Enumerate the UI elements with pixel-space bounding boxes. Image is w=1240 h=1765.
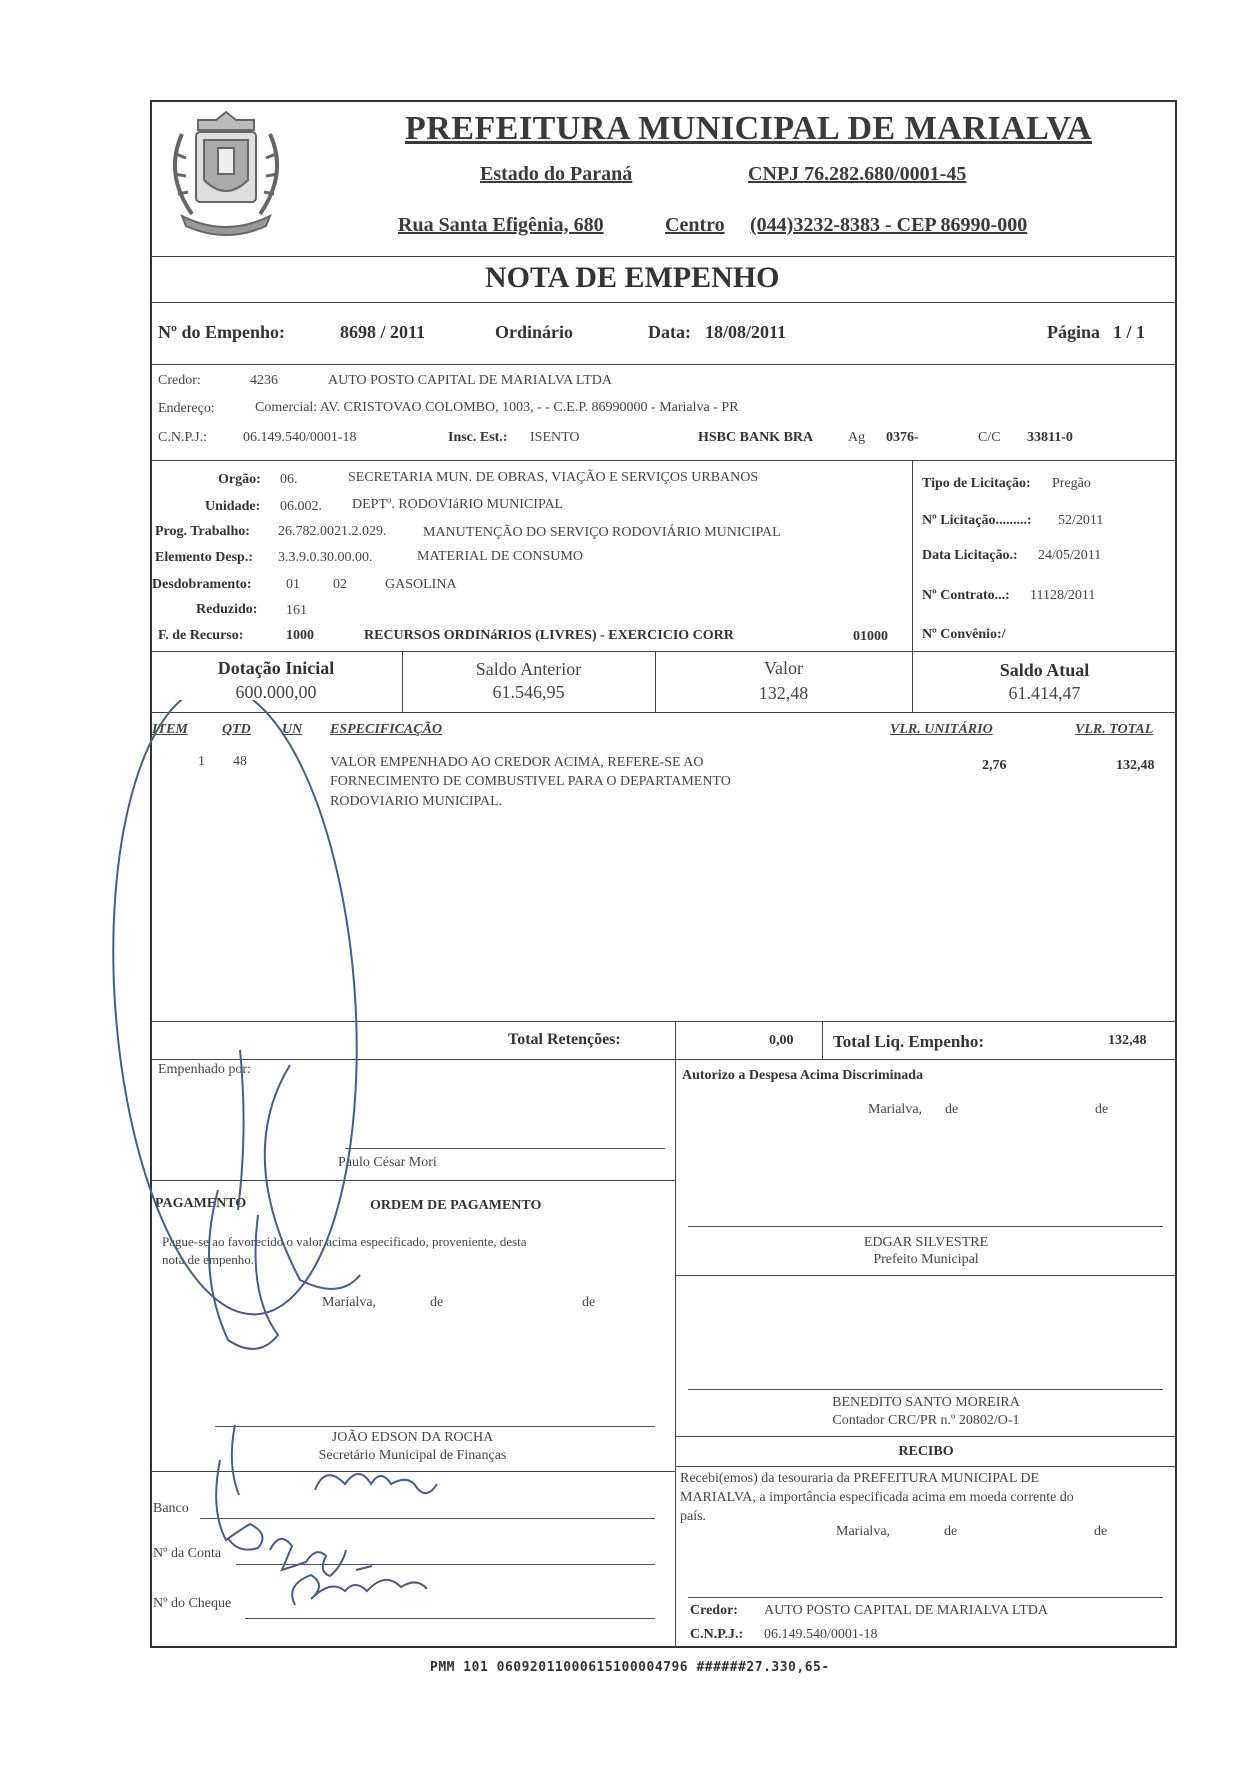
desdobramento-name: GASOLINA	[385, 577, 457, 592]
agency-label: Ag	[848, 430, 866, 445]
autorizo-label: Autorizo a Despesa Acima Discriminada	[682, 1068, 924, 1083]
recibo-cnpj: 06.149.540/0001-18	[764, 1627, 878, 1642]
header-phone-cep: (044)3232-8383 - CEP 86990-000	[750, 214, 1028, 236]
fonte-label: F. de Recurso:	[158, 628, 244, 643]
unidade-name: DEPTº. RODOVIáRIO MUNICIPAL	[352, 497, 564, 512]
autorizo-de1: de	[945, 1102, 959, 1117]
empenho-number: 8698 / 2011	[340, 322, 426, 342]
dotacao-value: 600.000,00	[235, 682, 317, 702]
reduzido-label: Reduzido:	[196, 602, 258, 617]
footer-code: PMM 101 06092011000615100004796 ######27.330,65-	[430, 1660, 830, 1675]
recibo-de2: de	[1094, 1524, 1108, 1539]
item-total-value: 132,48	[1116, 758, 1155, 773]
item-spec-line3: RODOVIARIO MUNICIPAL.	[330, 794, 503, 809]
elemento-label: Elemento Desp.:	[155, 550, 253, 565]
header-cnpj: CNPJ 76.282.680/0001-45	[748, 163, 967, 185]
orgao-name: SECRETARIA MUN. DE OBRAS, VIAÇÃO E SERVIÇOS URBANOS	[348, 470, 759, 485]
pagamento-place: Marialva,	[322, 1295, 377, 1310]
valor-value: 132,48	[758, 683, 809, 703]
desdobramento-code1: 01	[286, 577, 300, 592]
page-label: Página	[1047, 322, 1101, 342]
fonte-name: RECURSOS ORDINáRIOS (LIVRES) - EXERCICIO CORR	[364, 628, 734, 643]
saldo-atual-label: Saldo Atual	[999, 660, 1090, 680]
item-qtd: 48	[233, 754, 247, 769]
header-title: PREFEITURA MUNICIPAL DE MARIALVA	[405, 110, 1092, 147]
item-number: 1	[198, 754, 205, 769]
empenhado-signer: Paulo César Mori	[338, 1155, 437, 1170]
contador-role: Contador CRC/PR n.º 20802/O-1	[832, 1413, 1020, 1428]
secretario-name: JOÃO EDSON DA ROCHA	[331, 1430, 494, 1445]
pagamento-de2: de	[582, 1295, 596, 1310]
prefeito-role: Prefeito Municipal	[873, 1252, 979, 1267]
empenho-type: Ordinário	[495, 322, 574, 342]
licitacao-date-label: Data Licitação.:	[922, 548, 1018, 563]
saldo-anterior-label: Saldo Anterior	[475, 659, 582, 679]
insc-value: ISENTO	[530, 430, 580, 445]
header-address: Rua Santa Efigênia, 680	[398, 214, 604, 236]
orgao-code: 06.	[280, 472, 298, 487]
pagamento-label: PAGAMENTO	[155, 1196, 247, 1211]
conta-label: Nº da Conta	[153, 1546, 222, 1561]
recibo-cnpj-label: C.N.P.J.:	[690, 1627, 744, 1642]
credor-name: AUTO POSTO CAPITAL DE MARIALVA LTDA	[328, 373, 612, 388]
liquido-label: Total Liq. Empenho:	[833, 1032, 984, 1051]
empenho-date-label: Data:	[648, 322, 691, 342]
pagamento-de1: de	[430, 1295, 444, 1310]
desdobramento-code2: 02	[333, 577, 347, 592]
page-number: 1 / 1	[1113, 322, 1146, 342]
document-title: NOTA DE EMPENHO	[485, 261, 780, 294]
handwritten-signature-icon	[100, 700, 720, 1620]
prog-code: 26.782.0021.2.029.	[278, 524, 387, 539]
recibo-label: RECIBO	[898, 1444, 954, 1459]
convenio-label: Nº Convênio:/	[922, 627, 1006, 642]
pagamento-text-line1: Pague-se ao favorecido o valor acima especificado, proveniente, desta	[162, 1234, 527, 1249]
header-district: Centro	[665, 214, 725, 236]
empenho-date: 18/08/2011	[705, 322, 787, 342]
contrato-label: Nº Contrato...:	[922, 588, 1010, 603]
recibo-place: Marialva,	[836, 1524, 891, 1539]
column-vlr-total: VLR. TOTAL	[1075, 722, 1154, 737]
pagamento-text-line2: nota de empenho.	[162, 1252, 255, 1267]
column-especificacao: ESPECIFICAÇÃO	[330, 722, 443, 737]
recibo-text-line1: Recebi(emos) da tesouraria da PREFEITURA MUNICIPAL DE	[680, 1471, 1040, 1486]
elemento-name: MATERIAL DE CONSUMO	[417, 549, 583, 564]
autorizo-place: Marialva,	[868, 1102, 923, 1117]
account-label: C/C	[978, 430, 1001, 445]
fonte-code: 1000	[286, 628, 314, 643]
column-un: UN	[282, 722, 303, 737]
secretario-role: Secretário Municipal de Finanças	[318, 1448, 507, 1463]
fonte-code2: 01000	[853, 629, 888, 644]
retencoes-label: Total Retenções:	[508, 1031, 621, 1048]
empenho-label: Nº do Empenho:	[158, 322, 285, 342]
bank-name: HSBC BANK BRA	[698, 430, 814, 445]
dotacao-label: Dotação Inicial	[217, 658, 335, 678]
credor-cnpj: 06.149.540/0001-18	[243, 430, 357, 445]
retencoes-value: 0,00	[769, 1033, 794, 1048]
cnpj-label: C.N.P.J.:	[158, 430, 208, 445]
licitacao-number: 52/2011	[1058, 513, 1104, 528]
header-state: Estado do Paraná	[480, 163, 633, 185]
unidade-label: Unidade:	[205, 499, 261, 514]
tipo-licitacao-label: Tipo de Licitação:	[922, 476, 1031, 491]
insc-label: Insc. Est.:	[448, 430, 508, 445]
licitacao-date: 24/05/2011	[1038, 548, 1102, 563]
recibo-credor-label: Credor:	[690, 1603, 738, 1618]
elemento-code: 3.3.9.0.30.00.00.	[278, 550, 373, 565]
item-spec-line1: VALOR EMPENHADO AO CREDOR ACIMA, REFERE-SE AO	[330, 755, 704, 770]
recibo-credor-name: AUTO POSTO CAPITAL DE MARIALVA LTDA	[764, 1603, 1048, 1618]
column-item: ITEM	[152, 722, 188, 737]
ordem-pagamento-label: ORDEM DE PAGAMENTO	[370, 1198, 542, 1213]
account-number: 33811-0	[1027, 430, 1073, 445]
address-label: Endereço:	[158, 401, 215, 416]
cheque-label: Nº do Cheque	[153, 1596, 232, 1611]
banco-label: Banco	[153, 1501, 189, 1516]
credor-label: Credor:	[158, 373, 201, 388]
valor-label: Valor	[764, 658, 803, 678]
prog-label: Prog. Trabalho:	[155, 524, 250, 539]
item-unit-value: 2,76	[982, 758, 1007, 773]
credor-code: 4236	[250, 373, 278, 388]
recibo-text-line3: país.	[680, 1509, 707, 1524]
column-qtd: QTD	[222, 722, 251, 737]
liquido-value: 132,48	[1108, 1033, 1147, 1048]
contrato-value: 11128/2011	[1030, 588, 1096, 603]
unidade-code: 06.002.	[280, 499, 322, 514]
municipal-crest-icon	[152, 104, 300, 248]
licitacao-number-label: Nº Licitação.........:	[922, 513, 1032, 528]
prog-name: MANUTENÇÃO DO SERVIÇO RODOVIÁRIO MUNICIPAL	[423, 525, 781, 540]
saldo-atual-value: 61.414,47	[1008, 683, 1081, 703]
tipo-licitacao-value: Pregão	[1052, 476, 1091, 491]
autorizo-de2: de	[1095, 1102, 1109, 1117]
empenhado-label: Empenhado por:	[158, 1062, 251, 1077]
reduzido-value: 161	[286, 603, 307, 618]
recibo-de1: de	[944, 1524, 958, 1539]
item-spec-line2: FORNECIMENTO DE COMBUSTIVEL PARA O DEPARTAMENTO	[330, 774, 731, 789]
agency-number: 0376-	[886, 430, 919, 445]
credor-address: Comercial: AV. CRISTOVAO COLOMBO, 1003, - - C.E.P. 86990000 - Marialva - PR	[255, 400, 739, 415]
column-vlr-unitario: VLR. UNITÁRIO	[890, 722, 993, 737]
recibo-text-line2: MARIALVA, a importância especificada acima em moeda corrente do	[680, 1490, 1074, 1505]
prefeito-name: EDGAR SILVESTRE	[863, 1235, 989, 1250]
orgao-label: Orgão:	[218, 472, 261, 487]
saldo-anterior-value: 61.546,95	[492, 682, 565, 702]
desdobramento-label: Desdobramento:	[152, 577, 252, 592]
contador-name: BENEDITO SANTO MOREIRA	[832, 1395, 1020, 1410]
